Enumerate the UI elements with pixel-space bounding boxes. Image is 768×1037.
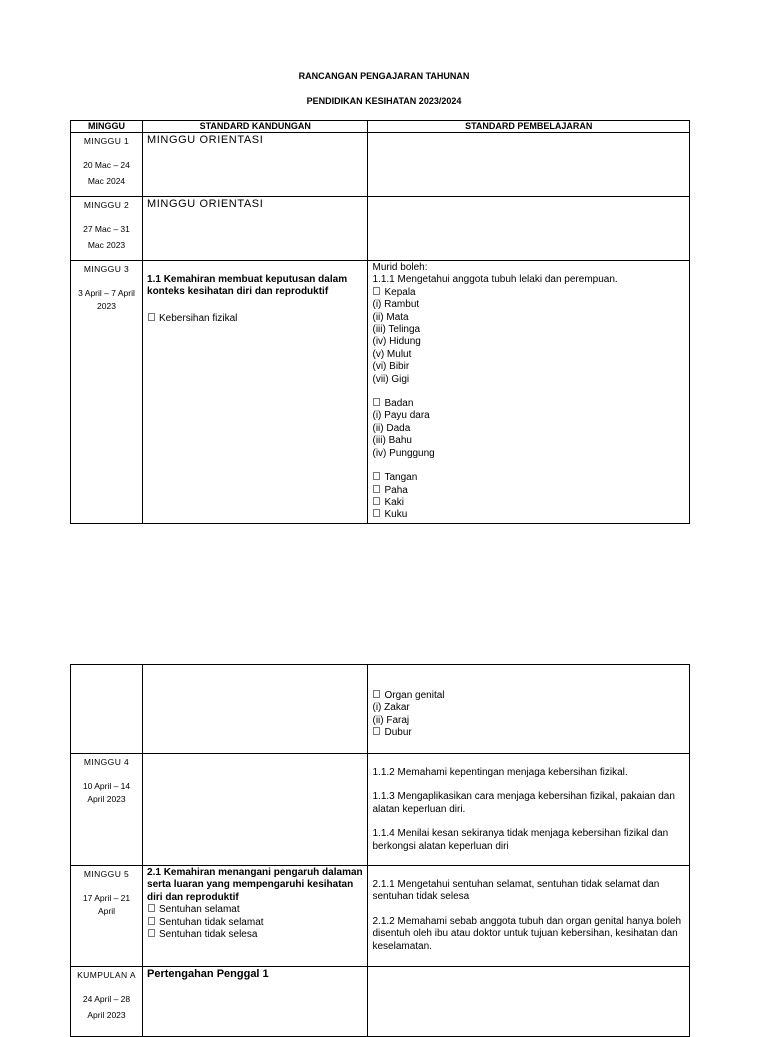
checkbox-bullet-icon	[373, 472, 380, 480]
list-item: Sentuhan tidak selamat	[147, 917, 363, 929]
list-item: Tangan	[372, 472, 685, 484]
lesson-plan-table-2	[70, 664, 690, 1037]
standard-kandungan-title: 1.1 Kemahiran membuat keputusan dalam konteks kesihatan diri dan reproduktif	[147, 274, 348, 298]
list-item: (ii) Faraj	[372, 714, 410, 726]
week-label: MINGGU 2	[83, 200, 130, 210]
week-date: April 2023	[87, 794, 126, 804]
week-date: 20 Mac – 24	[83, 160, 130, 170]
intro-text: Murid boleh:	[372, 262, 428, 273]
standard-pembelajaran-cell	[368, 665, 690, 754]
header-minggu: MINGGU	[71, 121, 143, 133]
week-date: Mac 2024	[87, 176, 126, 186]
week-label: MINGGU 4	[83, 757, 130, 767]
week-label: MINGGU 5	[83, 869, 130, 879]
learning-standard: 2.1.2 Memahami sebab anggota tubuh dan organ genital hanya boleh disentuh oleh ibu atau doktor untuk tujuan kebersihan, kesihatan dan keselamatan.	[372, 915, 682, 952]
list-item: Dubur	[372, 727, 685, 739]
standard-kandungan-cell	[143, 754, 368, 866]
week-cell	[71, 133, 143, 197]
list-item: Paha	[372, 485, 685, 497]
week-label: MINGGU 3	[83, 264, 130, 274]
learning-standard: 1.1.2 Memahami kepentingan menjaga kebersihan fizikal.	[372, 767, 628, 778]
checkbox-bullet-icon	[373, 287, 380, 295]
list-item: (v) Mulut	[372, 348, 412, 360]
table-row	[71, 133, 690, 197]
list-item: (vii) Gigi	[372, 373, 410, 385]
document-title: RANCANGAN PENGAJARAN TAHUNAN	[298, 71, 470, 81]
week-date: 3 April – 7 April	[78, 288, 135, 298]
week-date: 2023	[97, 301, 116, 311]
table-row	[71, 866, 690, 967]
list-item: (iii) Bahu	[372, 435, 412, 447]
week-cell	[71, 866, 143, 967]
table-row	[71, 665, 690, 754]
checkbox-bullet-icon	[373, 509, 380, 517]
week-date: 27 Mac – 31	[83, 224, 130, 234]
week-label: MINGGU 1	[83, 136, 130, 146]
learning-standard: 1.1.3 Mengaplikasikan cara menjaga kebersihan fizikal, pakaian dan alatan keperluan diri.	[372, 791, 675, 815]
table-row	[71, 261, 690, 524]
list-item: Kuku	[372, 509, 685, 521]
list-item: (iii) Telinga	[372, 324, 421, 336]
list-item: Sentuhan selamat	[147, 904, 363, 916]
document-subtitle: PENDIDIKAN KESIHATAN 2023/2024	[306, 96, 462, 106]
checkbox-bullet-icon	[148, 929, 155, 937]
standard-kandungan-cell	[143, 665, 368, 754]
learning-standard: 1.1.4 Menilai kesan sekiranya tidak menjaga kebersihan fizikal dan berkongsi alatan keperluan diri	[372, 828, 669, 852]
standard-pembelajaran-cell	[368, 754, 690, 866]
list-item: Organ genital	[372, 690, 685, 702]
list-item: (ii) Dada	[372, 422, 411, 434]
checkbox-bullet-icon	[373, 690, 380, 698]
week-cell	[71, 261, 143, 524]
week-date: 10 April – 14	[82, 781, 131, 791]
list-item: (i) Zakar	[372, 702, 410, 714]
mid-term-label: Pertengahan Penggal 1	[147, 968, 269, 980]
week-date: 24 April – 28	[82, 994, 131, 1004]
learning-standard: 1.1.1 Mengetahui anggota tubuh lelaki dan perempuan.	[372, 274, 618, 286]
week-date: April 2023	[87, 1010, 126, 1020]
table-row	[71, 754, 690, 866]
standard-pembelajaran-cell	[368, 133, 690, 197]
standard-kandungan-cell	[143, 197, 368, 261]
checkbox-bullet-icon	[148, 313, 155, 321]
checkbox-bullet-icon	[148, 904, 155, 912]
checkbox-bullet-icon	[148, 917, 155, 925]
standard-kandungan-title: 2.1 Kemahiran menangani pengaruh dalaman serta luaran yang mempengaruhi kesihatan diri dan reproduktif	[147, 867, 363, 903]
checkbox-bullet-icon	[373, 485, 380, 493]
table-header-row	[71, 121, 690, 133]
list-item: (i) Payu dara	[372, 410, 430, 422]
header-standard-pembelajaran: STANDARD PEMBELAJARAN	[368, 121, 690, 133]
orientation-label: MINGGU ORIENTASI	[147, 134, 264, 146]
standard-pembelajaran-cell	[368, 261, 690, 524]
week-label: KUMPULAN A	[77, 970, 136, 980]
table-row	[71, 197, 690, 261]
standard-pembelajaran-cell	[368, 866, 690, 967]
week-cell	[71, 665, 143, 754]
list-item: Sentuhan tidak selesa	[147, 929, 363, 941]
learning-standard: 2.1.1 Mengetahui sentuhan selamat, sentuhan tidak selamat dan sentuhan tidak selesa	[372, 879, 660, 903]
week-date: 17 April – 21	[82, 893, 131, 903]
lesson-plan-table-1	[70, 120, 690, 524]
standard-pembelajaran-cell	[368, 197, 690, 261]
standard-kandungan-cell	[143, 261, 368, 524]
standard-kandungan-cell	[143, 967, 368, 1037]
orientation-label: MINGGU ORIENTASI	[147, 198, 264, 210]
standard-pembelajaran-cell	[368, 967, 690, 1037]
checkbox-bullet-icon	[373, 727, 380, 735]
checkbox-bullet-icon	[373, 497, 380, 505]
list-item: Kebersihan fizikal	[147, 313, 363, 325]
list-item: (vi) Bibir	[372, 361, 410, 373]
list-item: (ii) Mata	[372, 311, 409, 323]
week-cell	[71, 967, 143, 1037]
header-standard-kandungan: STANDARD KANDUNGAN	[143, 121, 368, 133]
week-cell	[71, 754, 143, 866]
list-item: (iv) Hidung	[372, 336, 421, 348]
standard-kandungan-cell	[143, 133, 368, 197]
checkbox-bullet-icon	[373, 398, 380, 406]
week-date: Mac 2023	[87, 240, 126, 250]
week-date: April	[98, 906, 116, 916]
standard-kandungan-cell	[143, 866, 368, 967]
list-item: (iv) Punggung	[372, 447, 435, 459]
list-item: Badan	[372, 398, 685, 410]
list-item: Kepala	[372, 287, 685, 299]
week-cell	[71, 197, 143, 261]
list-item: (i) Rambut	[372, 299, 420, 311]
list-item: Kaki	[372, 497, 685, 509]
table-row	[71, 967, 690, 1037]
